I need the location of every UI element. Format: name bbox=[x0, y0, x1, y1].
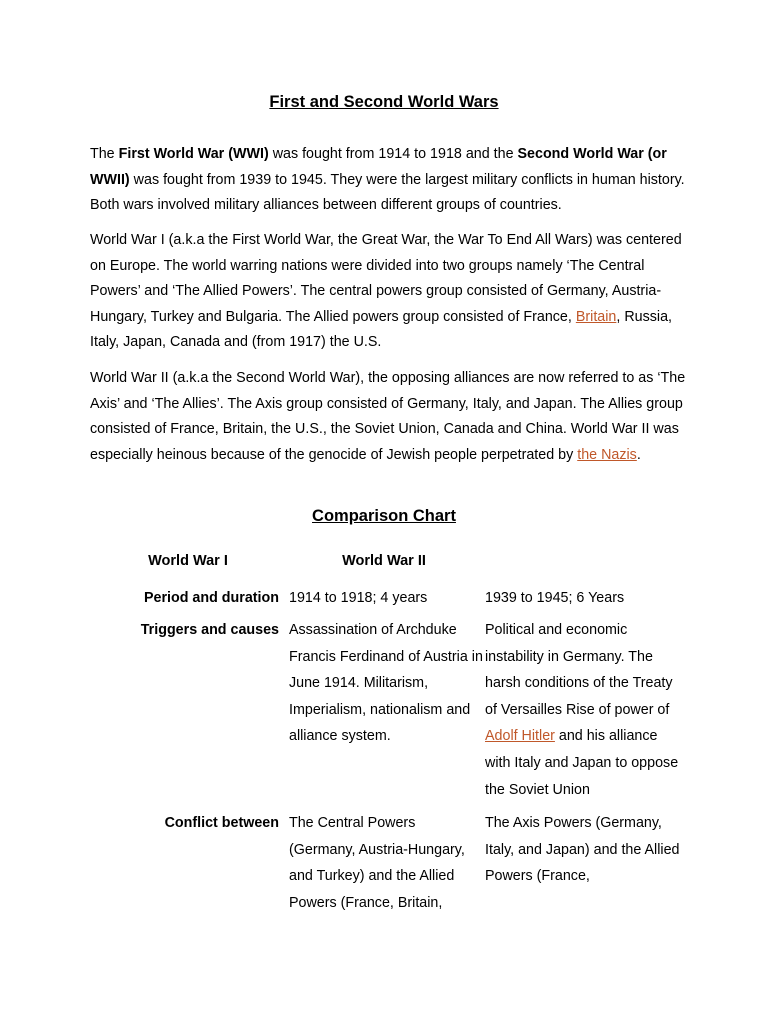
intro-paragraph bbox=[90, 142, 690, 219]
cell-triggers-ww2 bbox=[485, 617, 685, 803]
column-header-ww2: World War II bbox=[342, 553, 426, 569]
cell-conflict-ww1: The Central Powers (Germany, Austria-Hungary, and Turkey) and the Allied Powers (France, Britain, bbox=[289, 815, 465, 911]
intro-text-2: was fought from 1914 to 1918 and the bbox=[268, 146, 518, 162]
intro-text-3: was fought from 1939 to 1945. They were the largest military conflicts in human history. Both wars involved military alliances between different groups of countries. bbox=[90, 171, 685, 213]
ww2-text-before: World War II (a.k.a the Second World War), the opposing alliances are now referred to as ‘The Axis’ and ‘The Allies’. The Axis group consisted of Germany, Italy, and Japan. The Allies group consisted of France, Britain, the U.S., the Soviet Union, Canada and China. World War II was especially heinous because of the genocide of Jewish people perpetrated by bbox=[90, 370, 686, 463]
row-label-triggers: Triggers and causes bbox=[140, 622, 279, 638]
ww1-paragraph bbox=[90, 228, 690, 356]
intro-bold-wwii: Second World War (or WWII) bbox=[90, 146, 667, 188]
ww1-text-before: World War I (a.k.a the First World War, the Great War, the War To End All Wars) was centered on Europe. The world warring nations were divided into two groups namely ‘The Central Powers’ and ‘The Allied Powers’. The central powers group consisted of Germany, Austria-Hungary, Turkey and Bulgaria. The Allied powers group consisted of France, bbox=[90, 232, 682, 325]
ww1-text-after: , Russia, Italy, Japan, Canada and (from 1917) the U.S. bbox=[90, 308, 672, 350]
comparison-chart-title: Comparison Chart bbox=[312, 507, 456, 525]
page-title: First and Second World Wars bbox=[269, 93, 499, 111]
cell-period-ww1: 1914 to 1918; 4 years bbox=[289, 590, 428, 606]
ww2-paragraph bbox=[90, 366, 690, 468]
cell-period-ww2: 1939 to 1945; 6 Years bbox=[485, 590, 625, 606]
cell-triggers-ww1: Assassination of Archduke Francis Ferdinand of Austria in June 1914. Militarism, Imperialism, nationalism and alliance system. bbox=[289, 622, 483, 745]
column-header-ww1: World War I bbox=[148, 553, 228, 569]
nazis-link[interactable]: the Nazis bbox=[577, 446, 637, 463]
ww2-text-after: . bbox=[636, 446, 641, 463]
adolf-hitler-link[interactable]: Adolf Hitler bbox=[485, 728, 555, 745]
row-label-period: Period and duration bbox=[143, 590, 279, 606]
intro-text-1: The bbox=[90, 146, 119, 162]
row-label-conflict: Conflict between bbox=[164, 815, 279, 831]
intro-bold-wwi: First World War (WWI) bbox=[118, 146, 269, 162]
cell-conflict-ww2: The Axis Powers (Germany, Italy, and Japan) and the Allied Powers (France, bbox=[485, 815, 680, 885]
triggers-ww2-text-after: and his alliance with Italy and Japan to oppose the Soviet Union bbox=[485, 728, 679, 798]
britain-link[interactable]: Britain bbox=[575, 308, 617, 325]
triggers-ww2-text-before: Political and economic instability in Germany. The harsh conditions of the Treaty of Versailles Rise of power of bbox=[485, 622, 673, 718]
